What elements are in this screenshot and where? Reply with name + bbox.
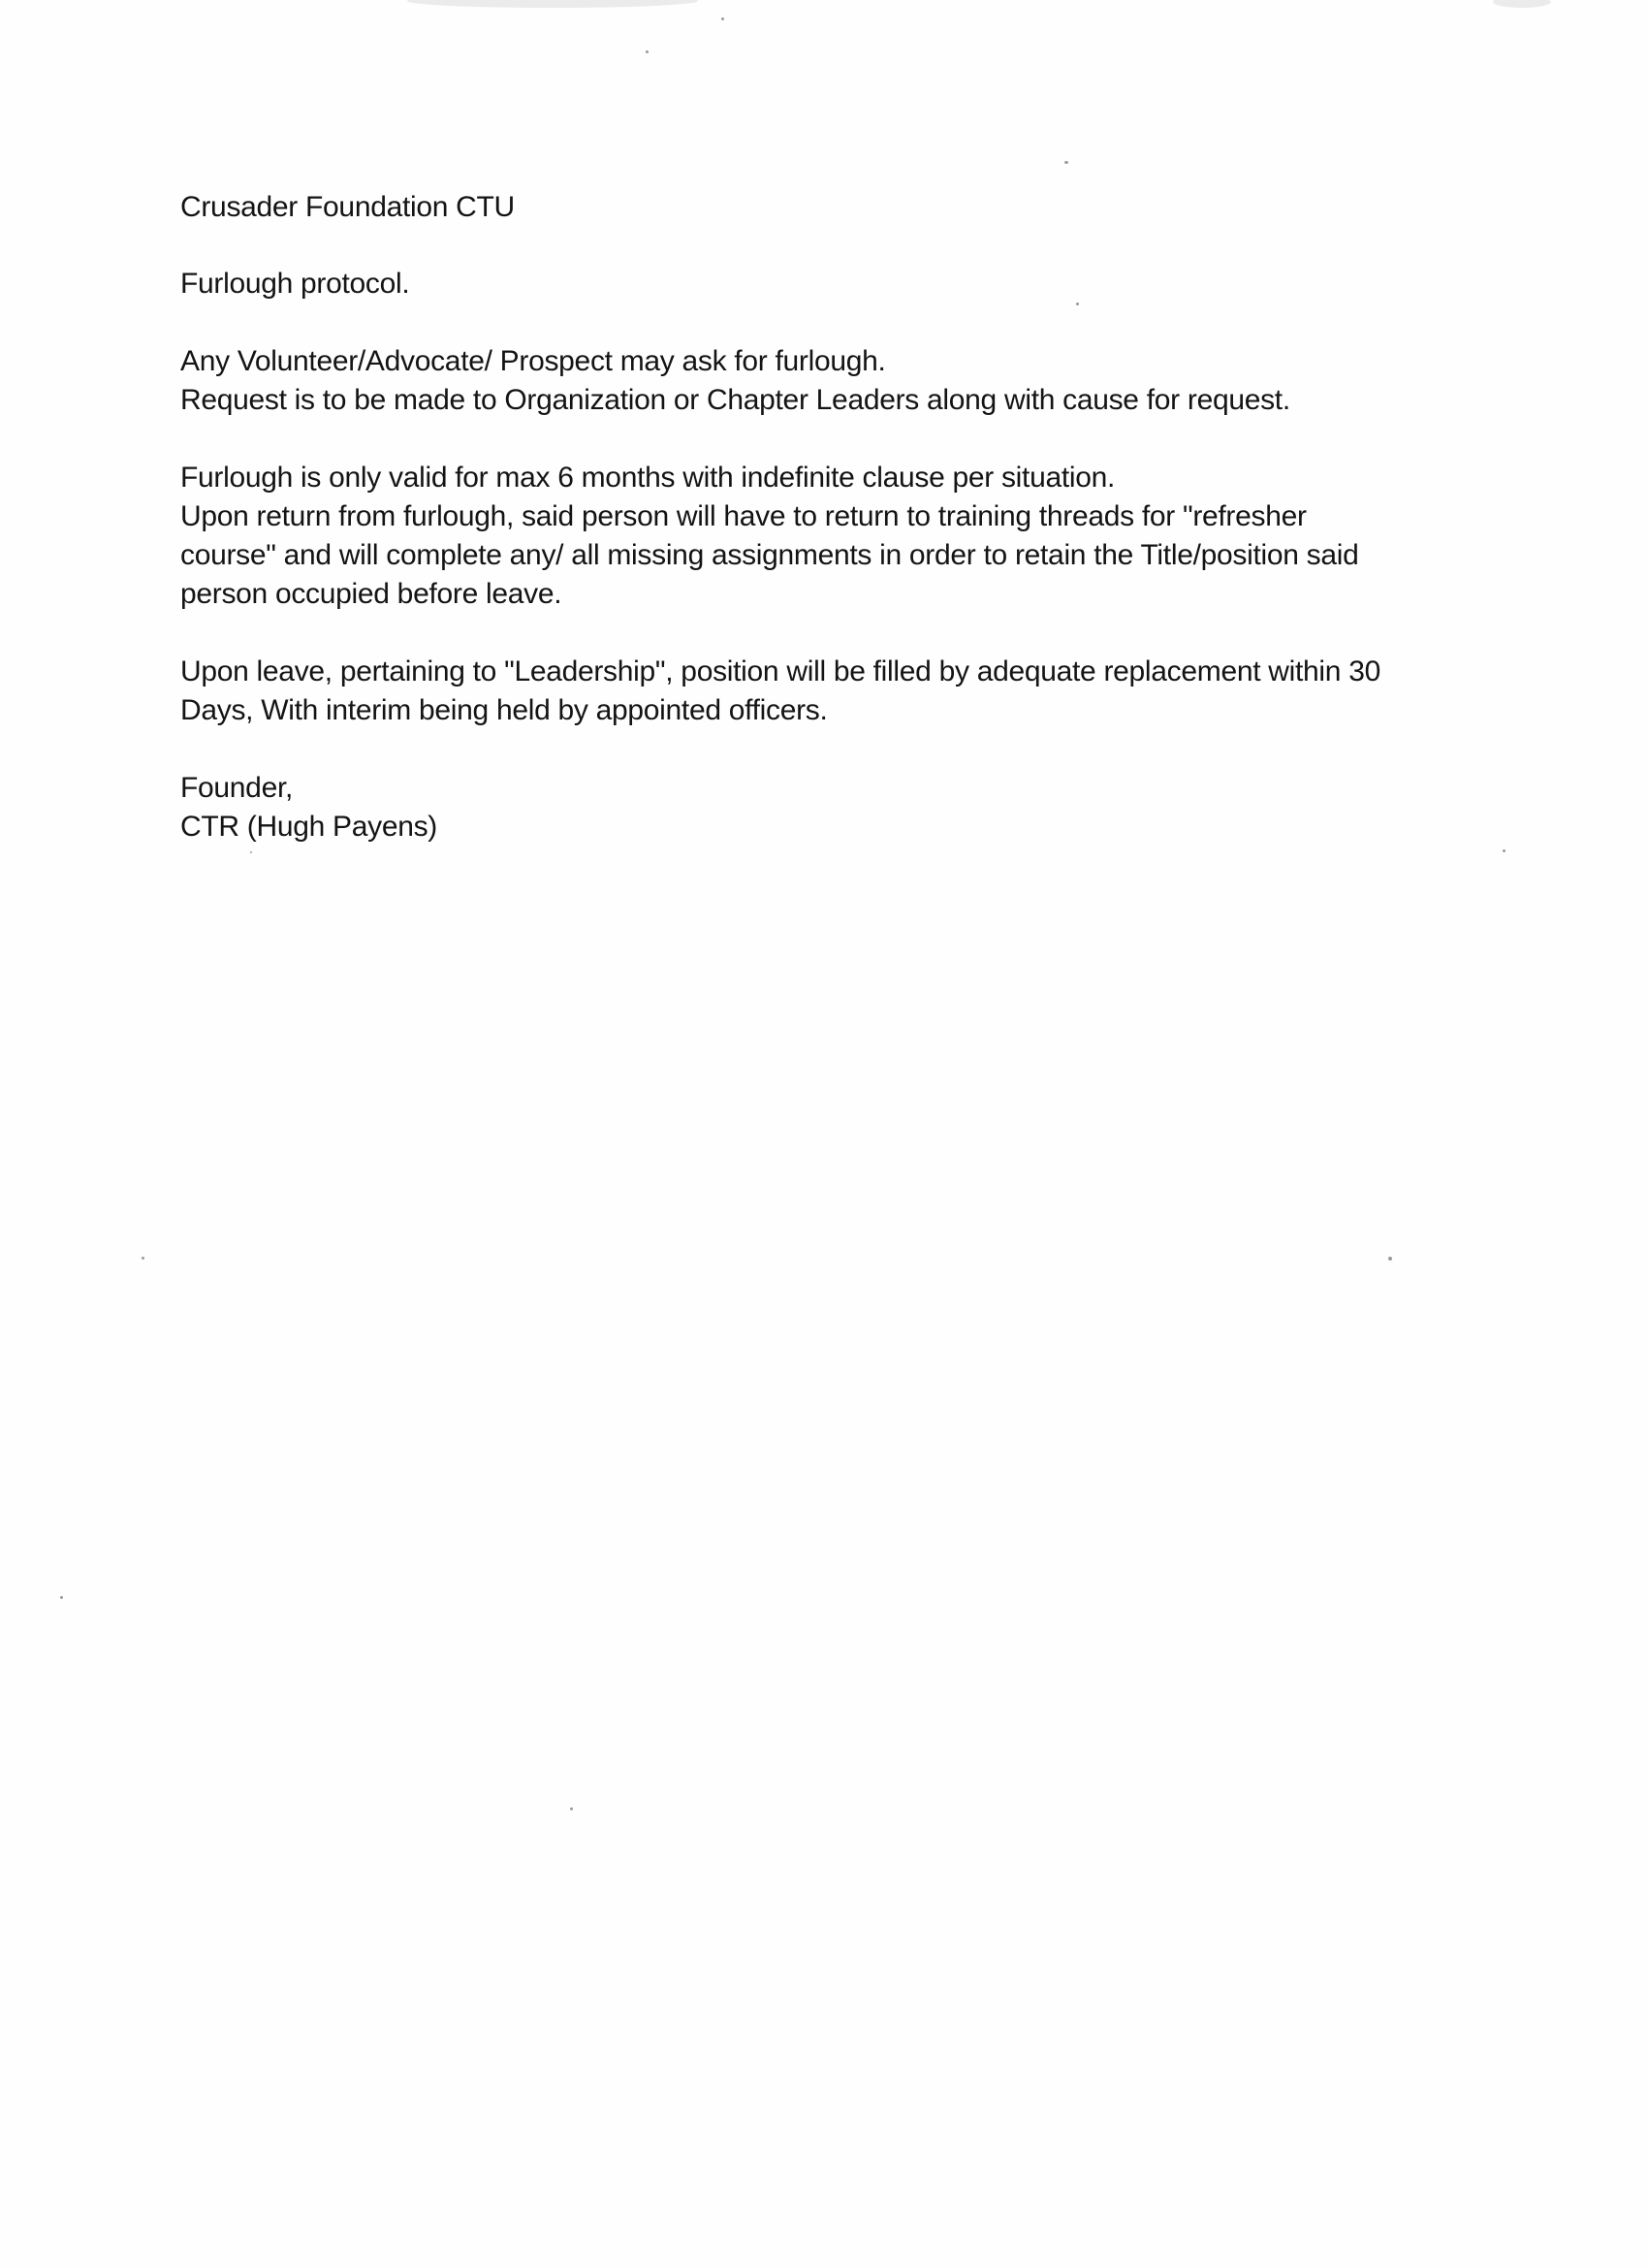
paragraph-1-line-1: Any Volunteer/Advocate/ Prospect may ask for furlough.: [180, 345, 886, 377]
paragraph-2-line-2: Upon return from furlough, said person will have to return to training threads for "refresher: [180, 500, 1307, 532]
document-title: Furlough protocol.: [180, 268, 410, 300]
scan-speck: [721, 17, 724, 20]
paragraph-2-line-4: person occupied before leave.: [180, 578, 562, 610]
scan-speck: [1503, 849, 1505, 852]
scan-smudge-top-right: [1493, 0, 1551, 8]
organization-name: Crusader Foundation CTU: [180, 191, 515, 223]
scan-speck: [1064, 161, 1068, 164]
scan-speck: [1388, 1257, 1392, 1261]
paragraph-2-line-3: course" and will complete any/ all missing assignments in order to retain the Title/position said: [180, 539, 1359, 571]
scan-speck: [142, 1257, 144, 1260]
signature-role: Founder,: [180, 772, 294, 804]
scan-smudge-top: [407, 0, 698, 8]
paragraph-3-line-2: Days, With interim being held by appointed officers.: [180, 694, 828, 726]
scan-speck: [1076, 303, 1079, 305]
scan-speck: [646, 50, 649, 53]
scan-speck: [250, 851, 252, 853]
paragraph-3-line-1: Upon leave, pertaining to "Leadership", position will be filled by adequate replacement within 30: [180, 655, 1380, 687]
paragraph-2-line-1: Furlough is only valid for max 6 months with indefinite clause per situation.: [180, 462, 1116, 494]
scan-speck: [60, 1596, 63, 1599]
signature-name: CTR (Hugh Payens): [180, 811, 437, 843]
scan-speck: [570, 1807, 573, 1810]
paragraph-1-line-2: Request is to be made to Organization or Chapter Leaders along with cause for request.: [180, 384, 1290, 416]
